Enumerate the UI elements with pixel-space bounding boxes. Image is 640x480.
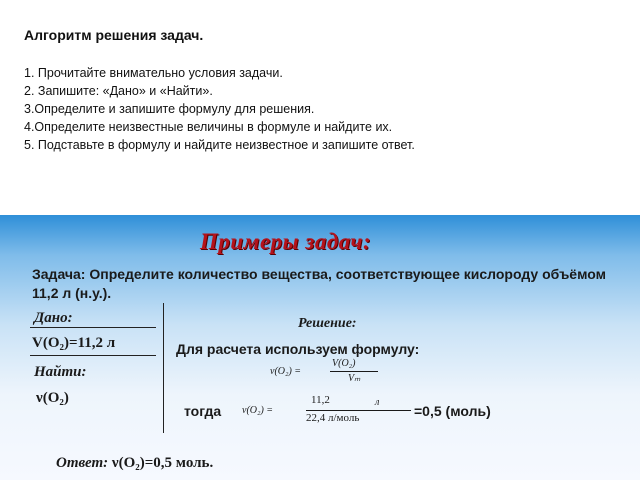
algorithm-step: 3.Определите и запишите формулу для решения.: [24, 102, 315, 116]
calculation-lhs: ν(O₂) =: [242, 405, 274, 416]
formula-denominator: Vₘ: [348, 373, 361, 384]
slide-title: Примеры задач:: [200, 229, 372, 254]
algorithm-section: [0, 0, 640, 215]
answer-label: Ответ:: [56, 455, 112, 471]
algorithm-step: 5. Подставьте в формулу и найдите неизвестное и запишите ответ.: [24, 138, 415, 152]
calculation-then: тогда: [184, 403, 222, 419]
algorithm-steps-list: [24, 64, 415, 154]
task-statement: Задача: Определите количество вещества, соответствующее кислороду объёмом 11,2 л (н.у.).: [32, 266, 606, 301]
formula-numerator: V(O₂): [332, 358, 356, 369]
given-label: Дано:: [34, 310, 73, 326]
given-value: V(O₂)=11,2 л: [32, 335, 116, 351]
formula-intro: Для расчета используем формулу:: [176, 341, 420, 357]
answer: [56, 455, 213, 472]
given-solution-divider: [163, 303, 164, 433]
find-label: Найти:: [34, 364, 87, 380]
fraction-bar: [330, 371, 378, 372]
find-value: ν(O₂): [36, 390, 69, 406]
calculation-denominator: 22,4 л/моль: [306, 412, 360, 424]
algorithm-title: Алгоритм решения задач.: [24, 27, 204, 43]
calculation-numerator-value: 11,2: [311, 394, 330, 406]
answer-value: ν(O₂)=0,5 моль.: [111, 455, 214, 471]
calculation-fraction-bar: [306, 410, 411, 411]
algorithm-step: 4.Определите неизвестные величины в формуле и найдите их.: [24, 120, 393, 134]
formula-lhs: ν(O₂) =: [270, 366, 302, 377]
calculation-numerator-unit: л: [375, 397, 380, 408]
solution-label: Решение:: [298, 316, 357, 331]
algorithm-step: 1. Прочитайте внимательно условия задачи.: [24, 66, 283, 80]
calculation-result: =0,5 (моль): [414, 403, 491, 419]
given-divider: [30, 355, 156, 356]
algorithm-step: 2. Запишите: «Дано» и «Найти».: [24, 84, 213, 98]
example-slide: [0, 215, 640, 480]
given-underline: [30, 327, 156, 328]
